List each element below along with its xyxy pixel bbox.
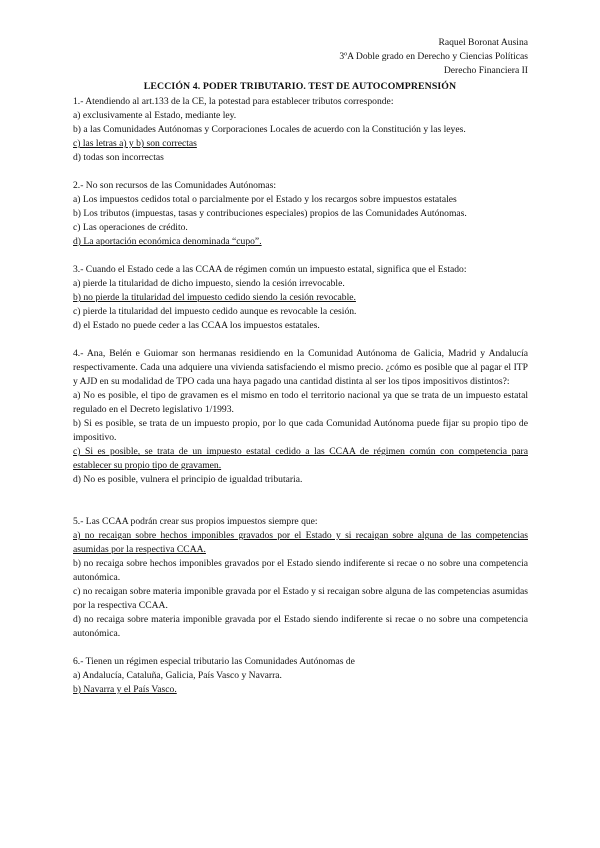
question-text: 1.- Atendiendo al art.133 de la CE, la potestad para establecer tributos corresponde:: [73, 96, 394, 107]
option-d: d) el Estado no puede ceder a las CCAA los impuestos estatales.: [73, 320, 320, 331]
question-2: [73, 179, 528, 249]
option-a: a) pierde la titularidad de dicho impuesto, siendo la cesión irrevocable.: [73, 278, 345, 289]
question-text: 3.- Cuando el Estado cede a las CCAA de régimen común un impuesto estatal, significa que el Estado:: [73, 264, 467, 275]
option-b: b) Si es posible, se trata de un impuesto propio, por lo que cada Comunidad Autónoma puede fijar su propio tipo de impositivo.: [73, 418, 528, 443]
question-text: 5.- Las CCAA podrán crear sus propios impuestos siempre que:: [73, 516, 318, 527]
author-name: Raquel Boronat Ausina: [438, 37, 528, 48]
spacer: [73, 501, 528, 515]
question-6: [73, 655, 528, 697]
option-c-correct: c) Si es posible, se trata de un impuesto estatal cedido a las CCAA de régimen común con competencia para establecer su propio tipo de gravamen.: [73, 446, 528, 471]
subject-line: Derecho Financiera II: [443, 65, 528, 76]
option-c: c) no recaigan sobre materia imponible gravada por el Estado y si recaigan sobre alguna de las competencias asumidas por la respectiva CCAA.: [73, 586, 528, 611]
option-c: c) Las operaciones de crédito.: [73, 222, 188, 233]
question-text: 2.- No son recursos de las Comunidades Autónomas:: [73, 180, 277, 191]
option-a: a) Andalucía, Cataluña, Galicia, País Vasco y Navarra.: [73, 670, 282, 681]
option-b-correct: b) Navarra y el País Vasco.: [73, 684, 177, 695]
option-d-correct: d) La aportación económica denominada “cupo”.: [73, 236, 262, 247]
option-a: a) Los impuestos cedidos total o parcialmente por el Estado y los recargos sobre impuestos estatales: [73, 194, 457, 205]
option-a: a) exclusivamente al Estado, mediante ley.: [73, 110, 237, 121]
option-a-correct: a) no recaigan sobre hechos imponibles gravados por el Estado y si recaigan sobre alguna de las competencias asumidas por la respectiva CCAA.: [73, 530, 528, 555]
option-c-correct: c) las letras a) y b) son correctas: [73, 138, 197, 149]
question-4: [73, 347, 528, 487]
option-b-correct: b) no pierde la titularidad del impuesto cedido siendo la cesión revocable.: [73, 292, 356, 303]
question-text: 6.- Tienen un régimen especial tributario las Comunidades Autónomas de: [73, 656, 355, 667]
option-b: b) Los tributos (impuestas, tasas y contribuciones especiales) propios de las Comunidades Autónomas.: [73, 208, 467, 219]
document-header: [339, 36, 528, 78]
option-a: a) No es posible, el tipo de gravamen es el mismo en todo el territorio nacional ya que se trata de un impuesto estatal regulado en el Decreto legislativo 1/1993.: [73, 390, 528, 415]
test-body: [73, 95, 528, 711]
degree-line: 3ºA Doble grado en Derecho y Ciencias Políticas: [339, 51, 528, 62]
document-title: LECCIÓN 4. PODER TRIBUTARIO. TEST DE AUTOCOMPRENSIÓN: [143, 81, 457, 92]
option-d: d) todas son incorrectas: [73, 152, 164, 163]
option-d: d) No es posible, vulnera el principio de igualdad tributaria.: [73, 474, 303, 485]
question-1: [73, 95, 528, 165]
option-d: d) no recaiga sobre materia imponible gravada por el Estado siendo indiferente si recae o no sobre una competencia autonómica.: [73, 614, 528, 639]
option-b: b) a las Comunidades Autónomas y Corporaciones Locales de acuerdo con la Constitución y las leyes.: [73, 124, 466, 135]
question-5: [73, 515, 528, 641]
question-3: [73, 263, 528, 333]
option-c: c) pierde la titularidad del impuesto cedido aunque es revocable la cesión.: [73, 306, 357, 317]
question-text: 4.- Ana, Belén e Guiomar son hermanas residiendo en la Comunidad Autónoma de Galicia, Madrid y Andalucía respectivamente. Cada una adquiere una vivienda satisfaciendo el mismo precio. ¿cómo es posible que al pagar el ITP y AJD en su modalidad de TPO cada una haya pagado una cantidad distinta al ser los tipos impositivos distintos?:: [73, 348, 528, 387]
option-b: b) no recaiga sobre hechos imponibles gravados por el Estado siendo indiferente si recae o no sobre una competencia autonómica.: [73, 558, 528, 583]
